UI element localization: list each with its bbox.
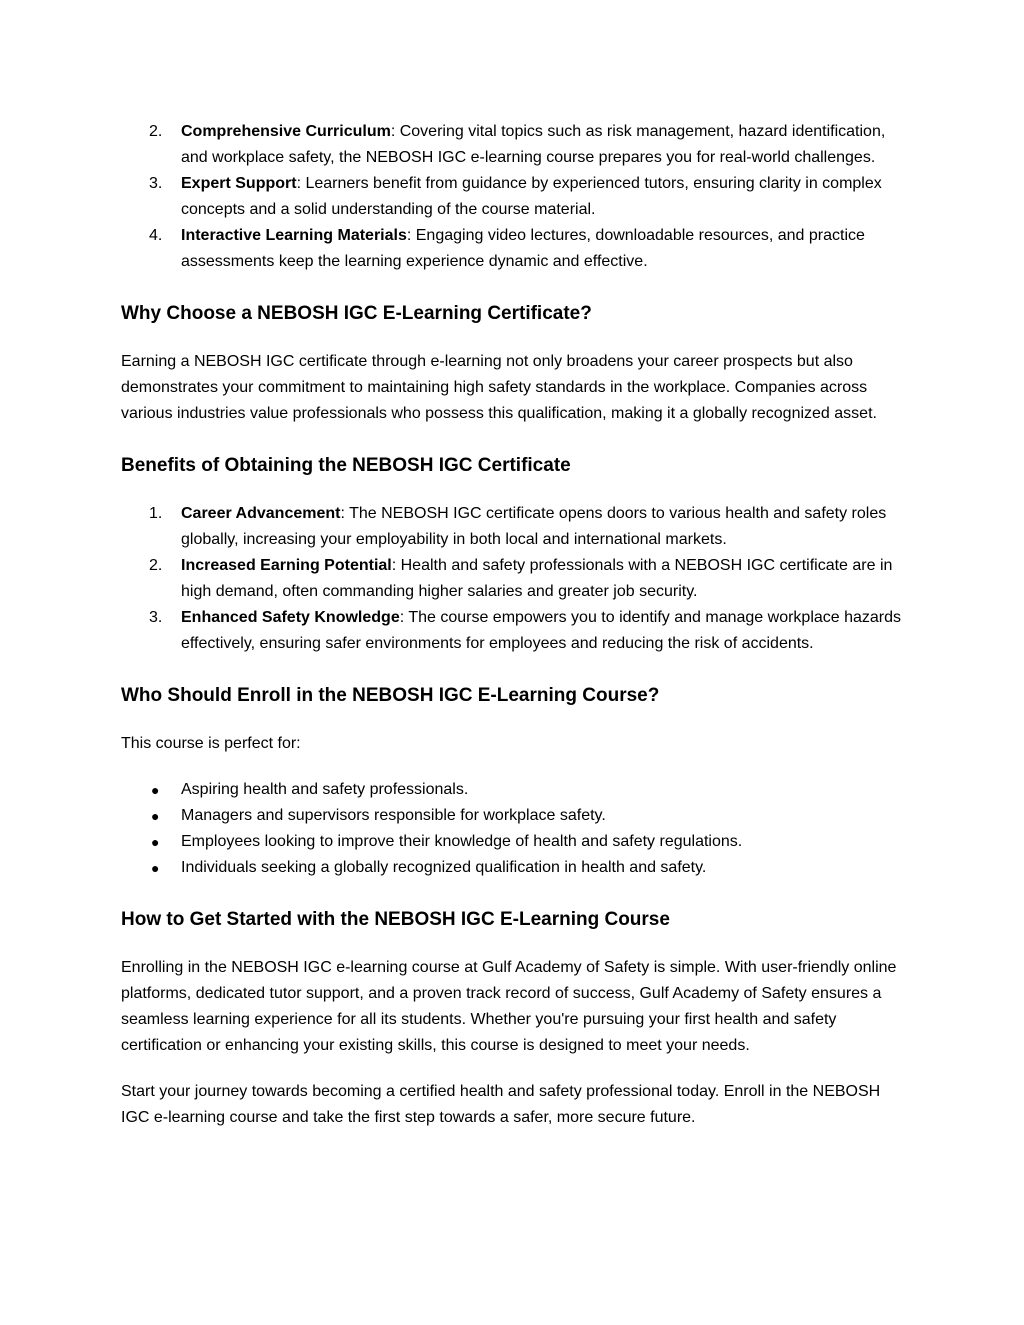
start-heading: How to Get Started with the NEBOSH IGC E-Learning Course <box>121 909 670 930</box>
bullet-icon: ● <box>151 834 160 850</box>
list-item <box>121 119 905 171</box>
why-paragraph: Earning a NEBOSH IGC certificate through e-learning not only broadens your career prospects but also demonstrates your commitment to maintaining high safety standards in the workplace. Companies across various industries value professionals who possess this qualification, making it a globally recognized asset. <box>121 353 877 422</box>
list-text: Employees looking to improve their knowledge of health and safety regulations. <box>181 833 743 850</box>
list-text: : The NEBOSH IGC certificate opens doors to various health and safety roles globally, increasing your employability in both local and international markets. <box>181 505 887 548</box>
list-term: Career Advancement <box>181 505 341 522</box>
list-term: Expert Support <box>181 175 297 192</box>
start-paragraph-1: Enrolling in the NEBOSH IGC e-learning course at Gulf Academy of Safety is simple. With user-friendly online platforms, dedicated tutor support, and a proven track record of success, Gulf Academy of Safety ensures a seamless learning experience for all its students. Whether you're pursuing your first health and safety certification or enhancing your existing skills, this course is designed to meet your needs. <box>121 959 897 1054</box>
document-page <box>121 119 905 1131</box>
list-item <box>121 223 905 275</box>
list-number: 1. <box>149 505 163 522</box>
list-term: Enhanced Safety Knowledge <box>181 609 400 626</box>
list-term: Interactive Learning Materials <box>181 227 407 244</box>
start-paragraph-2: Start your journey towards becoming a certified health and safety professional today. Enroll in the NEBOSH IGC e-learning course and take the first step towards a safer, more secure future. <box>121 1083 881 1126</box>
list-item <box>121 605 905 657</box>
list-term: Comprehensive Curriculum <box>181 123 391 140</box>
list-item <box>121 855 905 881</box>
list-text: Managers and supervisors responsible for workplace safety. <box>181 807 606 824</box>
list-item <box>121 803 905 829</box>
list-number: 4. <box>149 227 163 244</box>
list-text: : Engaging video lectures, downloadable resources, and practice assessments keep the learning experience dynamic and effective. <box>181 227 865 270</box>
list-term: Increased Earning Potential <box>181 557 392 574</box>
list-text: : Health and safety professionals with a NEBOSH IGC certificate are in high demand, often commanding higher salaries and greater job security. <box>181 557 893 600</box>
list-item <box>121 553 905 605</box>
list-number: 3. <box>149 175 163 192</box>
list-number: 2. <box>149 123 163 140</box>
bullet-icon: ● <box>151 782 160 798</box>
list-text: Individuals seeking a globally recognized qualification in health and safety. <box>181 859 707 876</box>
benefits-list <box>121 501 905 657</box>
list-item <box>121 829 905 855</box>
who-intro: This course is perfect for: <box>121 735 301 752</box>
list-item <box>121 501 905 553</box>
list-number: 3. <box>149 609 163 626</box>
bullet-icon: ● <box>151 808 160 824</box>
list-text: : Learners benefit from guidance by experienced tutors, ensuring clarity in complex concepts and a solid understanding of the course material. <box>181 175 882 218</box>
list-text: Aspiring health and safety professionals. <box>181 781 469 798</box>
list-item <box>121 171 905 223</box>
why-heading: Why Choose a NEBOSH IGC E-Learning Certificate? <box>121 303 592 324</box>
list-item <box>121 777 905 803</box>
list-number: 2. <box>149 557 163 574</box>
who-heading: Who Should Enroll in the NEBOSH IGC E-Learning Course? <box>121 685 660 706</box>
list-text: : The course empowers you to identify and manage workplace hazards effectively, ensuring safer environments for employees and reducing the risk of accidents. <box>181 609 902 652</box>
benefits-heading: Benefits of Obtaining the NEBOSH IGC Certificate <box>121 455 571 476</box>
bullet-icon: ● <box>151 860 160 876</box>
intro-feature-list <box>121 119 905 275</box>
who-bullet-list <box>121 777 905 881</box>
list-text: : Covering vital topics such as risk management, hazard identification, and workplace safety, the NEBOSH IGC e-learning course prepares you for real-world challenges. <box>181 123 886 166</box>
